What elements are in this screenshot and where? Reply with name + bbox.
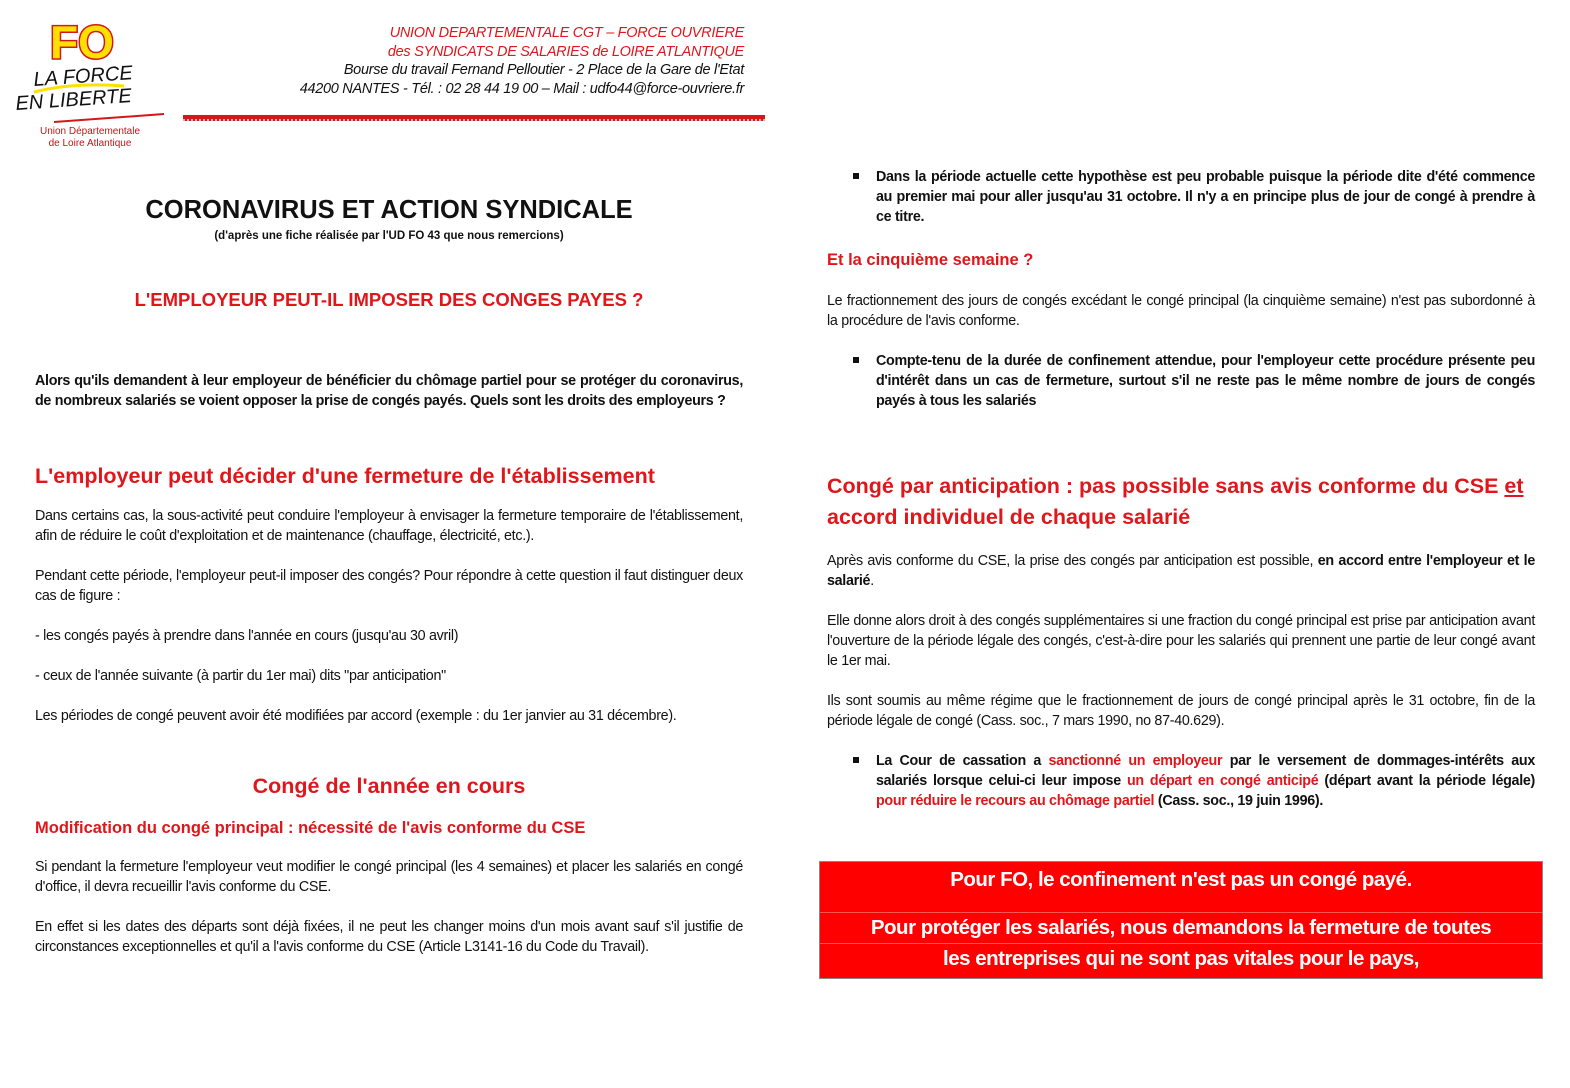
paragraph: Les périodes de congé peuvent avoir été modifiées par accord (exemple : du 1er janvier au 31 décembre).	[35, 708, 677, 724]
header-divider	[183, 115, 765, 121]
page-subtitle: (d'après une fiche réalisée par l'UD FO 43 que nous remercions)	[214, 230, 564, 242]
heading-modification: Modification du congé principal : nécessité de l'avis conforme du CSE	[35, 819, 586, 837]
paragraph: - les congés payés à prendre dans l'année en cours (jusqu'au 30 avril)	[35, 628, 459, 644]
intro-paragraph: Alors qu'ils demandent à leur employeur de bénéficier du chômage partiel pour se protéger du coronavirus, de nombreux salariés se voient opposer la prise de congés payés. Quels sont les droits des employeurs ?	[35, 373, 743, 409]
main-question: L'EMPLOYEUR PEUT-IL IMPOSER DES CONGES PAYES ?	[134, 289, 644, 310]
paragraph: Après avis conforme du CSE, la prise des congés par anticipation est possible, en accord entre l'employeur et le salarié.	[827, 553, 1535, 589]
statement-line: les entreprises qui ne sont pas vitales pour le pays,	[943, 947, 1419, 970]
org-name: UNION DEPARTEMENTALE CGT – FORCE OUVRIERE	[389, 25, 744, 41]
paragraph: Si pendant la fermeture l'employeur veut modifier le congé principal (les 4 semaines) et placer les salariés en congé d'office, il devra recueillir l'avis conforme du CSE.	[35, 859, 743, 895]
bullet-item: Dans la période actuelle cette hypothèse est peu probable puisque la période dite d'été commence au premier mai pour aller jusqu'au 31 octobre. Il n'y a en principe plus de jour de congé à prendre à ce titre.	[827, 167, 1535, 227]
fo-logo	[14, 12, 166, 154]
heading-annee-en-cours: Congé de l'année en cours	[252, 774, 526, 798]
svg-text:FO: FO	[50, 16, 114, 68]
bullet-item: Compte-tenu de la durée de confinement attendue, pour l'employeur cette procédure présente peu d'intérêt dans un cas de fermeture, surtout s'il ne reste pas le même nombre de jours de congés payés à tous les salariés	[827, 351, 1535, 411]
heading-anticipation: Congé par anticipation : pas possible sans avis conforme du CSE et accord individuel de chaque salarié	[827, 474, 1524, 529]
paragraph: Dans certains cas, la sous-activité peut conduire l'employeur à envisager la fermeture temporaire de l'établissement, afin de réduire le coût d'exploitation et de maintenance (chauffage, électricité, etc.).	[35, 508, 743, 544]
fo-statement-box	[819, 861, 1543, 979]
svg-text:Union Départementale: Union Départementale	[39, 126, 141, 137]
heading-cinquieme: Et la cinquième semaine ?	[827, 251, 1034, 269]
heading-fermeture: L'employeur peut décider d'une fermeture de l'établissement	[35, 464, 655, 488]
left-column	[35, 195, 743, 957]
bullet-icon	[853, 357, 859, 363]
letterhead	[180, 24, 744, 98]
contact: 44200 NANTES - Tél. : 02 28 44 19 00 – Mail : udfo44@force-ouvriere.fr	[299, 80, 744, 97]
paragraph: Elle donne alors droit à des congés supplémentaires si une fraction du congé principal est prise par anticipation avant l'ouverture de la période légale des congés, c'est-à-dire pour les salariés qui prennent une partie de leur congé avant le 1er mai.	[827, 613, 1535, 669]
page-title: CORONAVIRUS ET ACTION SYNDICALE	[145, 196, 633, 224]
svg-text:EN LIBERTE: EN LIBERTE	[14, 84, 133, 115]
paragraph: - ceux de l'année suivante (à partir du 1er mai) dits "par anticipation"	[35, 668, 446, 684]
bullet-icon	[853, 173, 859, 179]
org-subtitle: des SYNDICATS DE SALARIES de LOIRE ATLANTIQUE	[387, 43, 744, 60]
statement-line: Pour protéger les salariés, nous demandons la fermeture de toutes	[820, 913, 1542, 944]
paragraph: Le fractionnement des jours de congés excédant le congé principal (la cinquième semaine) n'est pas subordonné à la procédure de l'avis conforme.	[827, 293, 1535, 329]
svg-text:LA FORCE: LA FORCE	[32, 62, 134, 91]
paragraph: En effet si les dates des départs sont déjà fixées, il ne peut les changer moins d'un mois avant sauf s'il justifie de circonstances exceptionnelles et qu'il a l'avis conforme du CSE (Article L3141-16 du Code du Travail).	[35, 919, 743, 955]
statement-line: Pour FO, le confinement n'est pas un congé payé.	[820, 862, 1542, 913]
paragraph: Ils sont soumis au même régime que le fractionnement de jours de congé principal après le 31 octobre, fin de la période légale de congé (Cass. soc., 7 mars 1990, no 87-40.629).	[827, 693, 1535, 729]
bullet-item: La Cour de cassation a sanctionné un employeur par le versement de dommages-intérêts aux salariés lorsque celui-ci leur impose un départ en congé anticipé (départ avant la période légale) pour réduire le recours au chômage partiel (Cass. soc., 19 juin 1996).	[827, 751, 1535, 811]
paragraph: Pendant cette période, l'employeur peut-il imposer des congés? Pour répondre à cette question il faut distinguer deux cas de figure :	[35, 568, 743, 604]
address: Bourse du travail Fernand Pelloutier - 2 Place de la Gare de l'Etat	[343, 62, 744, 78]
svg-text:de Loire Atlantique: de Loire Atlantique	[48, 138, 132, 149]
bullet-icon	[853, 757, 859, 763]
right-column	[827, 167, 1535, 979]
